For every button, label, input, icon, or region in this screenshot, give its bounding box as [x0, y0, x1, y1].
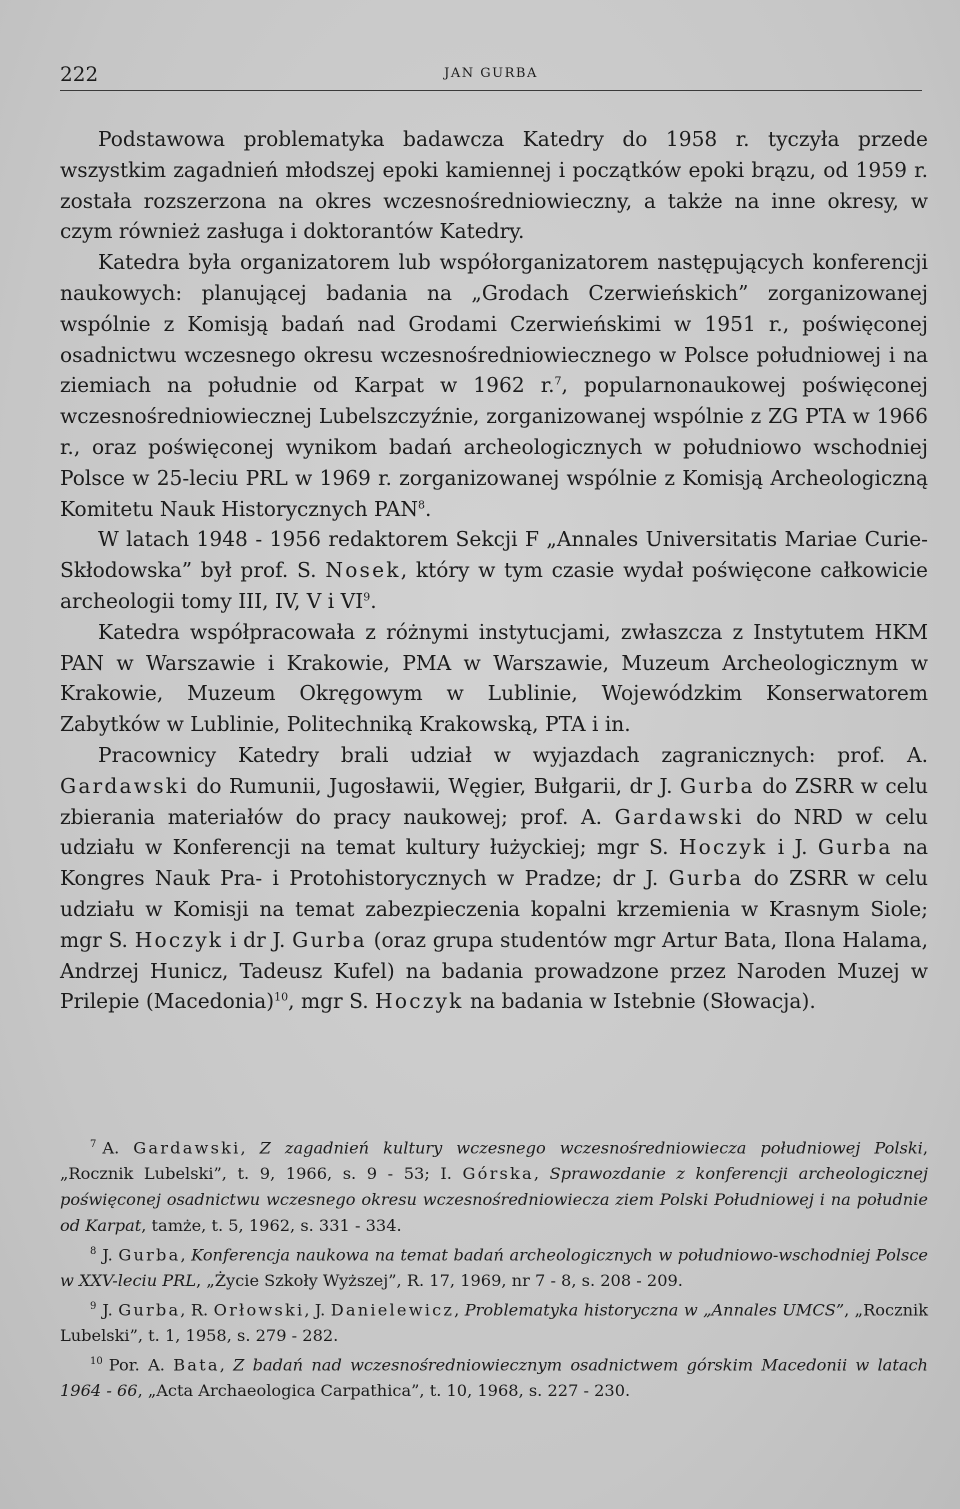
- paragraph-text: , popularnonaukowej poświęconej wczesnośredniowiecznej Lubelszczyźnie, zorganizowanej wspólnie z ZG PTA w 1966 r., oraz poświęconej wynikom badań archeologicznych w południowo wschodniej Polsce w 25-leciu PRL w 1969 r. zorganizowanej wspólnie z Komisją Archeologiczną Komitetu Nauk Historycznych PAN: [60, 373, 929, 521]
- person-name: Gurba: [668, 866, 744, 891]
- footnote-text: , „Rocznik Lubelski”, t. 9, 1966, s. 9 - 53; I.: [60, 1138, 928, 1184]
- footnote-text: , „Acta Archaeologica Carpathica”, t. 10, 1968, s. 227 - 230.: [137, 1380, 631, 1400]
- paragraph-text: i J.: [777, 835, 808, 860]
- footnote: $^8$ J. Gurba, Konferencja naukowa na temat badań archeologicznych w południowo-wschodniej Polsce w XXV-leciu PRL, „Życie Szkoły Wyższej”, R. 17, 1969, nr 7 - 8, s. 208 - 209.: [60, 1244, 928, 1290]
- author-name: Gardawski: [133, 1138, 241, 1158]
- footnote-text: Por. A.: [108, 1354, 165, 1374]
- person-name: Gardawski: [614, 804, 744, 829]
- footnote: $^9$ J. Gurba, R. Orłowski, J. Danielewicz, Problematyka historyczna w „Annales UMCS”, „Rocznik Lubelski”, t. 1, 1958, s. 279 - 282.: [60, 1299, 929, 1345]
- author-name: Gurba: [118, 1299, 181, 1319]
- work-title: Problematyka historyczna w „Annales UMCS”: [464, 1299, 845, 1319]
- paragraph: [60, 124, 928, 247]
- paragraph-text: W latach 1948 - 1956 redaktorem Sekcji F „Annales Universitatis Mariae Curie-Skłodowska” był prof. S.: [60, 527, 928, 583]
- person-name: Hoczyk: [375, 989, 464, 1014]
- running-head: JAN GURBA: [444, 66, 538, 81]
- footnote-text: , „Rocznik Lubelski”, t. 1, 1958, s. 279 - 282.: [60, 1299, 929, 1345]
- paragraph-text: .: [425, 496, 432, 521]
- person-name: Gurba: [817, 835, 893, 860]
- paragraph-text: Katedra współpracowała z różnymi instytucjami, zwłaszcza z Instytutem HKM PAN w Warszawie i Krakowie, PMA w Warszawie, Muzeum Archeologicznym w Krakowie, Muzeum Okręgowym w Lublinie, Wojewódzkim Konserwatorem Zabytków w Lublinie, Politechniką Krakowską, PTA i in.: [60, 619, 928, 737]
- author-name: Danielewicz: [330, 1299, 455, 1319]
- footnote-mark: 9: [90, 1300, 97, 1312]
- page-header: [60, 62, 922, 91]
- footnotes: [60, 1132, 928, 1404]
- paragraph: [60, 524, 928, 616]
- person-name: Gurba: [292, 927, 367, 952]
- paragraph: [60, 247, 928, 524]
- paragraph-text: do NRD w celu udziału w Konferencji na temat kultury łużyckiej; mgr S.: [60, 804, 929, 860]
- page-number: 222: [60, 62, 99, 86]
- footnote-text: J.: [102, 1299, 113, 1319]
- footnote-text: A.: [102, 1138, 120, 1158]
- person-name: Nosek: [325, 558, 401, 583]
- paragraph-text: , który w tym czasie wydał poświęcone całkowicie archeologii tomy III, IV, V i VI: [60, 558, 928, 613]
- person-name: Hoczyk: [134, 927, 224, 952]
- person-name: Gardawski: [60, 773, 189, 798]
- work-title: Konferencja naukowa na temat badań archeologicznych w południowo-wschodniej Polsce w XXV-leciu PRL: [60, 1244, 928, 1290]
- paragraph: [60, 617, 928, 740]
- footnote: $^{10}$ Por. A. Bata, Z badań nad wczesnośredniowiecznym osadnictwem górskim Macedonii w latach 1964 - 66, „Acta Archaeologica Carpathica”, t. 10, 1968, s. 227 - 230.: [60, 1354, 928, 1400]
- paragraph-text: , mgr S.: [288, 989, 369, 1014]
- body-text: [60, 124, 928, 1017]
- footnote-mark: 10: [90, 1355, 103, 1367]
- work-title: Sprawozdanie z konferencji archeologicznej poświęconej osadnictwu wczesnego okresu wczesnośredniowiecza ziem Polski Południowej i na południe od Karpat: [60, 1164, 928, 1235]
- paragraph-text: .: [370, 588, 377, 613]
- author-name: Gurba: [118, 1244, 181, 1264]
- paragraph-text: (oraz grupa studentów mgr Artur Bata, Ilona Halama, Andrzej Hunicz, Tadeusz Kufel) na badania prowadzone przez Naroden Muzej w Prilepie (Macedonia): [60, 927, 928, 1014]
- work-title: Z badań nad wczesnośredniowiecznym osadnictwem górskim Macedonii w latach 1964 - 66: [60, 1354, 928, 1400]
- footnote-reference: 8: [418, 497, 426, 511]
- footnote-text: J.: [102, 1244, 113, 1264]
- footnote: $^7$ A. Gardawski, Z zagadnień kultury wczesnego wczesnośredniowiecza południowej Polski, „Rocznik Lubelski”, t. 9, 1966, s. 9 - 53; I. Górska, Sprawozdanie z konferencji archeologicznej poświęconej osadnictwu wczesnego okresu wczesnośredniowiecza ziem Polski Południowej i na południe od Karpat, tamże, t. 5, 1962, s. 331 - 334.: [60, 1138, 928, 1235]
- paragraph-text: na badania w Istebnie (Słowacja).: [470, 989, 816, 1014]
- person-name: Hoczyk: [678, 835, 768, 860]
- paragraph-text: Pracownicy Katedry brali udział w wyjazdach zagranicznych: prof. A.: [98, 742, 928, 767]
- footnote-mark: 7: [90, 1139, 97, 1150]
- footnote-reference: 7: [554, 374, 562, 388]
- footnote-text: , J.: [304, 1299, 326, 1319]
- footnote-text: , tamże, t. 5, 1962, s. 331 - 334.: [141, 1215, 402, 1235]
- work-title: Z zagadnień kultury wczesnego wczesnośredniowiecza południowej Polski: [259, 1138, 923, 1158]
- paragraph-text: na Kongres Nauk Pra- i Protohistorycznych w Pradze; dr J.: [60, 835, 929, 891]
- paragraph-text: do ZSRR w celu zbierania materiałów do pracy naukowej; prof. A.: [60, 773, 929, 829]
- paragraph-text: Podstawowa problematyka badawcza Katedry do 1958 r. tyczyła przede wszystkim zagadnień młodszej epoki kamiennej i początków epoki brązu, od 1959 r. została rozszerzona na okres wczesnośredniowieczny, a także na inne okresy, w czym również zasługa i doktorantów Katedry.: [60, 127, 928, 244]
- footnote-mark: 8: [90, 1245, 97, 1257]
- footnote-reference: 10: [274, 990, 289, 1004]
- author-name: Orłowski: [213, 1299, 305, 1319]
- paragraph-text: i dr J.: [229, 927, 286, 952]
- paragraph-text: Katedra była organizatorem lub współorganizatorem następujących konferencji naukowych: planującej badania na „Grodach Czerwieńskich” zorganizowanej wspólnie z Komisją badań nad Grodami Czerwieńskimi w 1951 r., poświęconej osadnictwu wczesnego okresu wczesnośredniowiecznego w Polsce południowej i na ziemiach na południe od Karpat w 1962 r.: [60, 250, 928, 398]
- footnote-text: , „Życie Szkoły Wyższej”, R. 17, 1969, nr 7 - 8, s. 208 - 209.: [196, 1270, 683, 1290]
- footnote-reference: 9: [363, 590, 371, 604]
- author-name: Bata: [173, 1354, 220, 1374]
- person-name: Gurba: [680, 773, 755, 798]
- author-name: Górska: [462, 1164, 534, 1184]
- paragraph-text: do Rumunii, Jugosławii, Węgier, Bułgarii, dr J.: [196, 773, 673, 798]
- paragraph: [60, 740, 928, 1017]
- footnote-text: , R.: [180, 1299, 209, 1319]
- paragraph-text: do ZSRR w celu udziału w Komisji na temat zabezpieczenia kopalni krzemienia w Krasnym Siole; mgr S.: [60, 866, 928, 952]
